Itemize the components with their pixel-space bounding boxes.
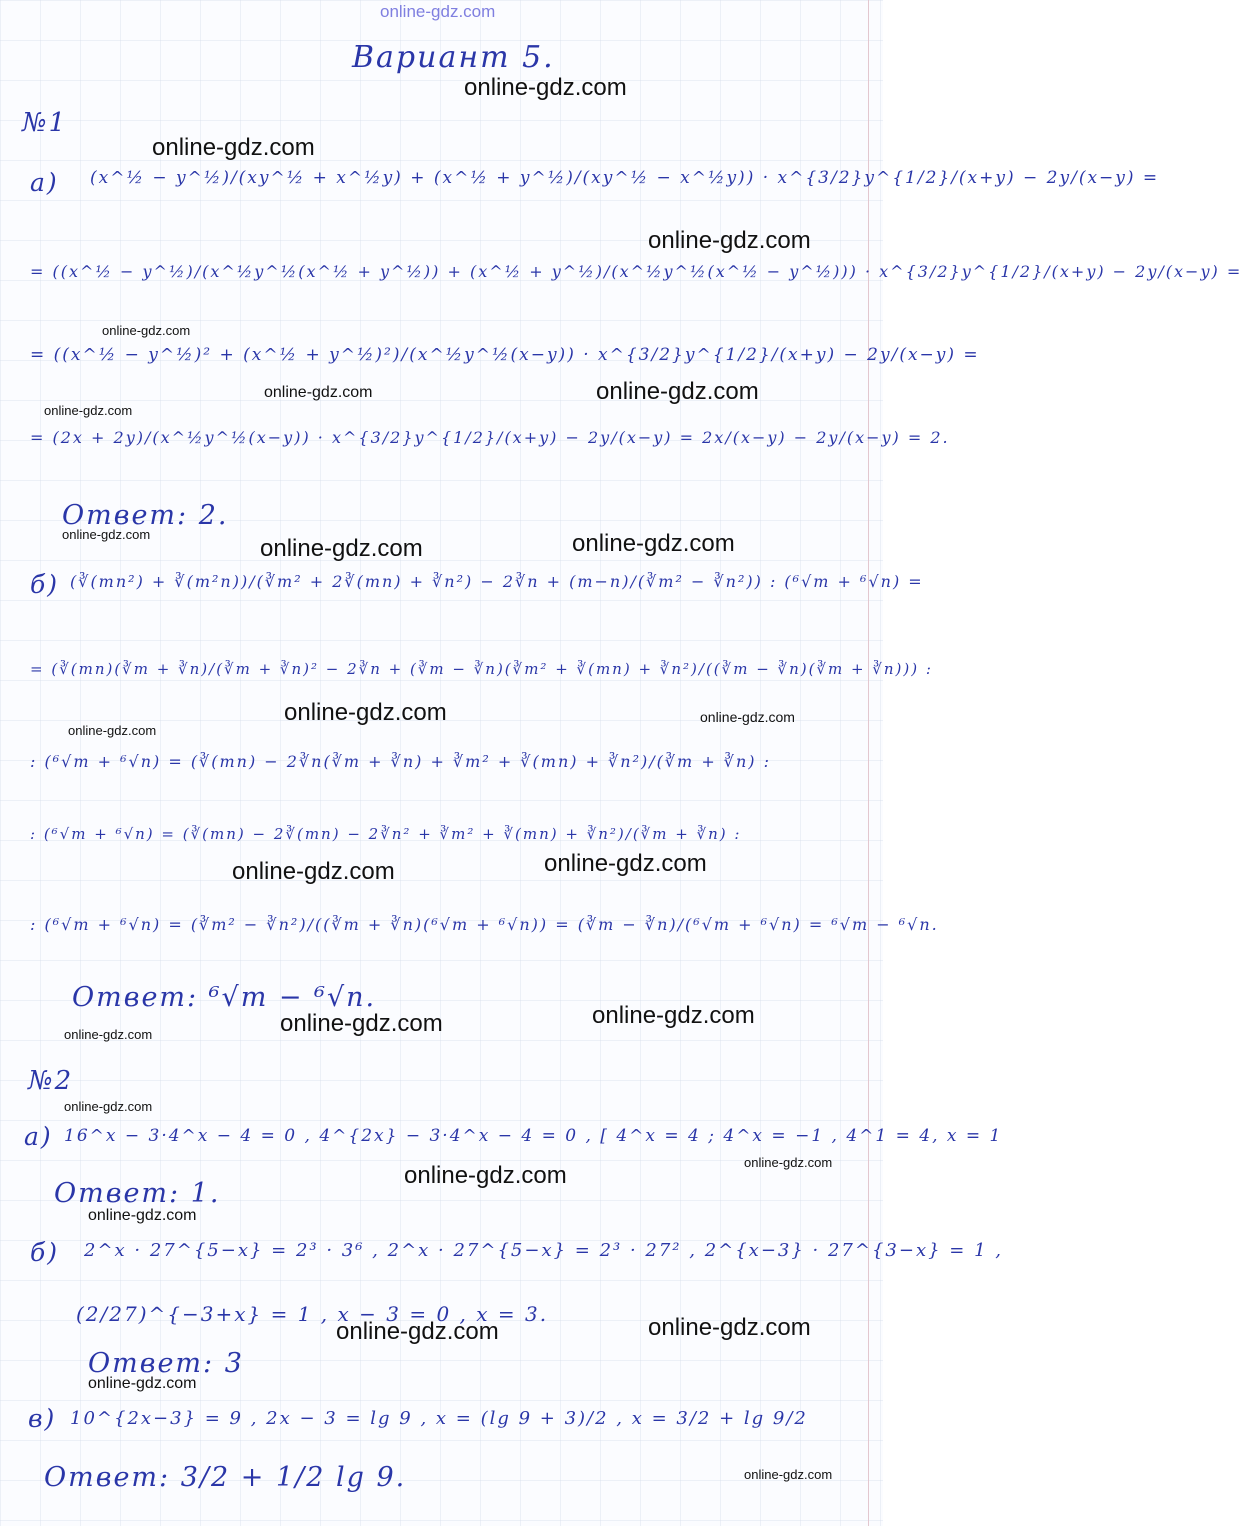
task1b-line-1: (∛(mn²) + ∛(m²n))/(∛m² + 2∛(mn) + ∛n²) − 2∛n + (m−n)/(∛m² − ∛n²)) : (⁶√m + ⁶√n) = — [70, 572, 924, 591]
task2-number: №2 — [28, 1066, 74, 1096]
watermark: online-gdz.com — [596, 378, 759, 405]
task1a-line-4: = (2x + 2y)/(x^½y^½(x−y)) · x^{3/2}y^{1/2}/(x+y) − 2y/(x−y) = 2x/(x−y) − 2y/(x−y) = 2. — [30, 428, 950, 447]
watermark: online-gdz.com — [284, 699, 447, 726]
task2a-label: а) — [24, 1122, 53, 1151]
task2a-answer: Ответ: 1. — [54, 1178, 221, 1209]
watermark: online-gdz.com — [232, 858, 395, 885]
watermark: online-gdz.com — [68, 723, 157, 738]
watermark: online-gdz.com — [592, 1002, 755, 1029]
watermark: online-gdz.com — [260, 535, 423, 562]
page-edge-line — [868, 0, 869, 1526]
watermark: online-gdz.com — [44, 403, 133, 418]
task2c-answer: Ответ: 3/2 + 1/2 lg 9. — [44, 1462, 407, 1493]
watermark: online-gdz.com — [64, 1099, 153, 1114]
task1b-line-2: = (∛(mn)(∛m + ∛n)/(∛m + ∛n)² − 2∛n + (∛m − ∛n)(∛m² + ∛(mn) + ∛n²)/((∛m − ∛n)(∛m + ∛n))) : — [30, 660, 933, 678]
task1a-line-2: = ((x^½ − y^½)/(x^½y^½(x^½ + y^½)) + (x^½ + y^½)/(x^½y^½(x^½ − y^½))) · x^{3/2}y^{1/2}/(x+y) − 2y/(x−y) = — [30, 262, 1242, 281]
watermark: online-gdz.com — [404, 1162, 567, 1189]
task1b-answer: Ответ: ⁶√m − ⁶√n. — [72, 982, 377, 1013]
watermark: online-gdz.com — [700, 709, 795, 725]
task2a-line: 16^x − 3·4^x − 4 = 0 , 4^{2x} − 3·4^x − 4 = 0 , [ 4^x = 4 ; 4^x = −1 , 4^1 = 4, x = 1 — [64, 1126, 1003, 1146]
watermark: online-gdz.com — [280, 1010, 443, 1037]
task2c-line: 10^{2x−3} = 9 , 2x − 3 = lg 9 , x = (lg 9 + 3)/2 , x = 3/2 + lg 9/2 — [70, 1408, 808, 1429]
task2b-answer: Ответ: 3 — [88, 1348, 244, 1379]
task1b-line-4: : (⁶√m + ⁶√n) = (∛(mn) − 2∛(mn) − 2∛n² + ∛m² + ∛(mn) + ∛n²)/(∛m + ∛n) : — [30, 825, 742, 843]
watermark: online-gdz.com — [88, 1207, 197, 1224]
watermark: online-gdz.com — [648, 1314, 811, 1341]
task2b-line-2: (2/27)^{−3+x} = 1 , x − 3 = 0 , x = 3. — [76, 1302, 549, 1326]
watermark: online-gdz.com — [64, 1027, 153, 1042]
task1a-answer: Ответ: 2. — [62, 500, 229, 531]
task1a-label: а) — [30, 168, 59, 197]
task1b-label: б) — [30, 570, 60, 599]
watermark: online-gdz.com — [62, 527, 151, 542]
task1b-line-3: : (⁶√m + ⁶√n) = (∛(mn) − 2∛n(∛m + ∛n) + ∛m² + ∛(mn) + ∛n²)/(∛m + ∛n) : — [30, 752, 772, 771]
site-header[interactable]: online-gdz.com — [380, 2, 496, 21]
watermark: online-gdz.com — [744, 1155, 833, 1170]
task1b-line-5: : (⁶√m + ⁶√n) = (∛m² − ∛n²)/((∛m + ∛n)(⁶√m + ⁶√n)) = (∛m − ∛n)/(⁶√m + ⁶√n) = ⁶√m − ⁶√n. — [30, 915, 939, 934]
watermark: online-gdz.com — [572, 530, 735, 557]
watermark: online-gdz.com — [648, 227, 811, 254]
watermark: online-gdz.com — [464, 74, 627, 101]
task1-number: №1 — [22, 108, 68, 138]
watermark: online-gdz.com — [264, 384, 373, 401]
watermark: online-gdz.com — [152, 134, 315, 161]
watermark: online-gdz.com — [544, 850, 707, 877]
task2c-label: в) — [28, 1404, 57, 1433]
watermark: online-gdz.com — [102, 323, 191, 338]
task2b-line-1: 2^x · 27^{5−x} = 2³ · 3⁶ , 2^x · 27^{5−x} = 2³ · 27² , 2^{x−3} · 27^{3−x} = 1 , — [84, 1240, 1003, 1261]
watermark: online-gdz.com — [336, 1318, 499, 1345]
page-title: Вариант 5. — [352, 40, 555, 75]
task1a-line-3: = ((x^½ − y^½)² + (x^½ + y^½)²)/(x^½y^½(x−y)) · x^{3/2}y^{1/2}/(x+y) − 2y/(x−y) = — [30, 345, 980, 365]
task1a-line-1: (x^½ − y^½)/(xy^½ + x^½y) + (x^½ + y^½)/(xy^½ − x^½y)) · x^{3/2}y^{1/2}/(x+y) − 2y/(x−y) = — [90, 168, 1160, 188]
watermark: online-gdz.com — [88, 1375, 197, 1392]
task2b-label: б) — [30, 1238, 60, 1267]
watermark: online-gdz.com — [744, 1467, 833, 1482]
